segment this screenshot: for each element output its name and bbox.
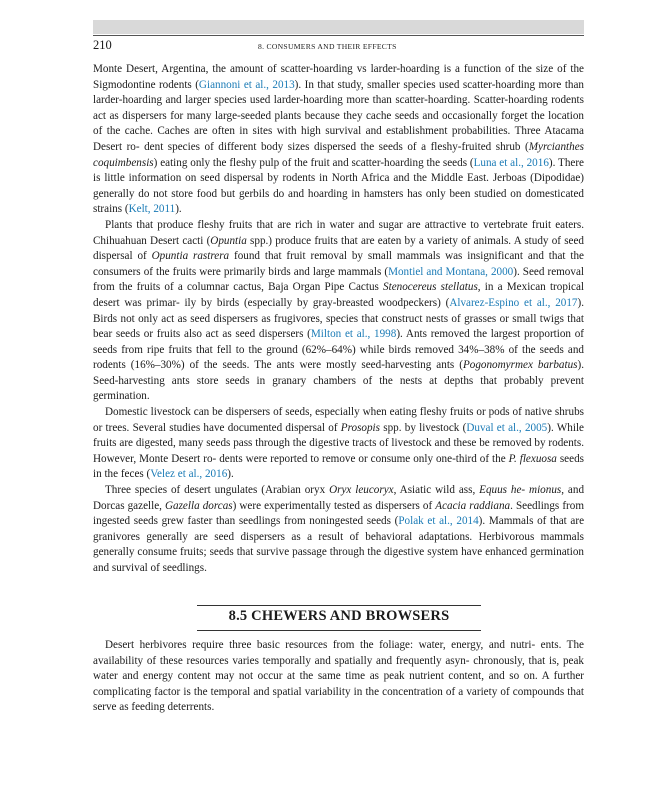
section-body-text (93, 638, 584, 716)
species-name: Acacia raddiana (435, 499, 511, 512)
species-name: Opuntia (210, 234, 247, 247)
citation-link[interactable]: Milton et al., 1998 (310, 328, 397, 341)
citation-link[interactable]: Velez et al., 2016 (150, 468, 228, 481)
header-band (93, 20, 584, 34)
paragraph: Three species of desert ungulates (Arabian oryx Oryx leucoryx, Asiatic wild ass, Equus he- mionus, and Dorcas gazelle, Gazella dorcas) were experimentally tested as dispersers of Acacia raddiana. Seedlings from ingested seeds grew faster than seedlings from noningested seeds (Polak et al., 2014). Mammals of that are granivores generally are seed dispersers as a result of behavioral adaptations. Herbivorous mammals generally consume fruits; seeds that survive passage through the digestive system have enhanced germination and survival of seedlings. (93, 484, 585, 574)
citation-link[interactable]: Montiel and Montana, 2000 (388, 265, 514, 278)
header-rule (93, 35, 584, 36)
citation-link[interactable]: Duval et al., 2005 (466, 421, 548, 434)
citation-link[interactable]: Polak et al., 2014 (398, 515, 479, 528)
running-head: 8. CONSUMERS AND THEIR EFFECTS (258, 42, 397, 51)
species-name: Stenocereus stellatus (383, 281, 478, 294)
species-name: Opuntia rastrera (151, 250, 230, 263)
species-name: Pogonomyrmex barbatus (462, 359, 578, 372)
section-rule-bottom (197, 630, 481, 631)
paragraph: Plants that produce fleshy fruits that are rich in water and sugar are attractive to vertebrate fruit eaters. Chihuahuan Desert cacti (Opuntia spp.) produce fruits that are eaten by a variety of animals. A study of seed dispersal of Opuntia rastrera found that fruit removal by small mammals was insignificant and that the consumers of the fruits were primarily birds and large mammals (Montiel and Montana, 2000). Seed removal from the fruits of a columnar cactus, Baja Organ Pipe Cactus Stenocereus stellatus, in a Mexican tropical desert was primar- ily by birds (especially by gray-breasted woodpeckers) (Alvarez-Espino et al., 2017). Birds not only act as seed dispersers as frugivores, species that construct nests of grasses or small twigs that bear seeds or fruits also act as seed dispersers (Milton et al., 1998). Ants removed the largest proportion of seeds from ripe fruits that fell to the ground (62%–64%) while birds removed 34%–38% of the seeds and rodents (16%–30%) of the seeds. The ants were mostly seed-harvesting ants (Pogonomyrmex barbatus). Seed-harvesting ants store seeds in granary chambers of the nests at depths that probably prevent germination. (93, 218, 584, 403)
citation-link[interactable]: Luna et al., 2016 (473, 156, 549, 169)
body-text (93, 62, 584, 577)
species-name: Myrcianthes coquimbensis (93, 140, 584, 169)
species-name: Gazella dorcas (164, 499, 233, 512)
paragraph: Desert herbivores require three basic resources from the foliage: water, energy, and nutri- ents. The availability of these resources varies temporally and spatially and frequently asyn- chronously, that is, peak water and energy content may not occur at the same time as peak nutrient content, and so on. A further complicating factor is the temporal and spatial variability in the concentration of a variety of compounds that serve as feeding deterrents. (93, 639, 584, 714)
page-number: 210 (93, 38, 112, 52)
section-rule-top (197, 605, 481, 606)
species-name: Equus he- mionus (479, 484, 562, 497)
citation-link[interactable]: Kelt, 2011 (128, 203, 176, 216)
paragraph: Monte Desert, Argentina, the amount of scatter-hoarding vs larder-hoarding is a function of the size of the Sigmodontine rodents (Giannoni et al., 2013). In that study, smaller species used scatter-hoarding more than larder-hoarding and larger species used larder-hoarding more than scatter-hoarding. Scatter-hoarding rodents act as dispersers for many large-seeded plants because they cache seeds and occasionally forget the location of the cache. Caches are often in sites with high survival and establishment probabilities. Three Atacama Desert ro- dent species of different body sizes dispersed the seeds of a fleshy-fruited shrub (Myrcianthes coquimbensis) eating only the fleshy pulp of the fruit and scatter-hoarding the seeds (Luna et al., 2016). There is little information on seed dispersal by rodents in North Africa and the Middle East. Jerboas (Dipodidae) generally do not store food but gerbils do and hoarding in hamsters has only been studied on domesticated strains (Kelt, 2011). (93, 63, 585, 216)
paragraph: Domestic livestock can be dispersers of seeds, especially when eating fleshy fruits or pods of native shrubs or trees. Several studies have documented dispersal of Prosopis spp. by livestock (Duval et al., 2005). While fruits are digested, many seeds pass through the digestive tracts of livestock and these be removed by rodents. However, Monte Desert ro- dents were reported to remove or consume only one-third of the P. flexuosa seeds in the feces (Velez et al., 2016). (93, 406, 584, 481)
section-heading: 8.5 CHEWERS AND BROWSERS (228, 608, 450, 624)
species-name: P. flexuosa (508, 452, 557, 465)
citation-link[interactable]: Giannoni et al., 2013 (198, 78, 295, 91)
species-name: Prosopis (340, 421, 380, 434)
species-name: Oryx leucoryx (329, 484, 394, 497)
citation-link[interactable]: Alvarez-Espino et al., 2017 (449, 296, 578, 309)
